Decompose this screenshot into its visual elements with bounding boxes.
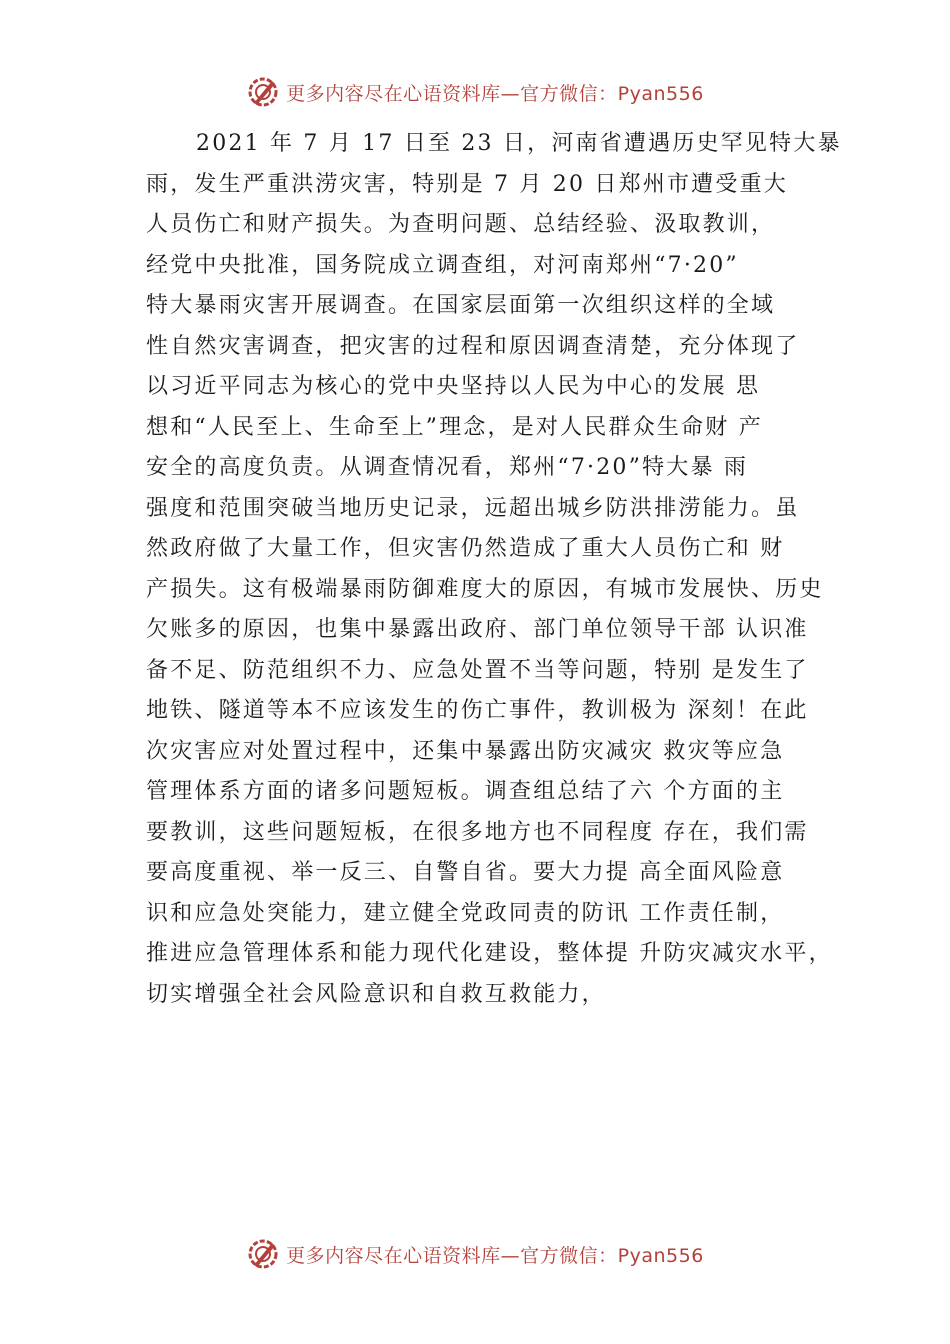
- text-line: 人员伤亡和财产损失。为查明问题、总结经验、汲取教训，: [146, 212, 776, 237]
- text-line: 要高度重视、举一反三、自警自省。要大力提 高全面风险意: [146, 860, 785, 885]
- text-line: 欠账多的原因，也集中暴露出政府、部门单位领导干部 认识准: [146, 617, 809, 642]
- text-line: 切实增强全社会风险意识和自救互救能力，: [146, 981, 606, 1007]
- text-line: 产损失。这有极端暴雨防御难度大的原因，有城市发展快、历史: [146, 576, 824, 602]
- text-line: 强度和范围突破当地历史记录，远超出城乡防洪排涝能力。虽: [146, 495, 800, 521]
- text-line: 以习近平同志为核心的党中央坚持以人民为中心的发展 思: [146, 374, 761, 399]
- text-line: 识和应急处突能力，建立健全党政同责的防讯 工作责任制，: [146, 900, 785, 926]
- header-banner: [0, 70, 950, 114]
- text-line: 然政府做了大量工作，但灾害仍然造成了重大人员伤亡和 财: [146, 536, 785, 561]
- text-line: 安全的高度负责。从调查情况看，郑州“7·20”特大暴 雨: [146, 455, 749, 480]
- text-line: 要教训，这些问题短板，在很多地方也不同程度 存在，我们需: [146, 819, 809, 845]
- text-line: 推进应急管理体系和能力现代化建设，整体提 升防灾减灾水平，: [146, 941, 833, 966]
- footer-text: 更多内容尽在心语资料库—官方微信：Pyan556: [286, 1244, 704, 1267]
- header-text: 更多内容尽在心语资料库—官方微信：Pyan556: [286, 82, 704, 105]
- text-line: 2021 年 7 月 17 日至 23 日，河南省遭遇历史罕见特大暴: [196, 131, 842, 156]
- gear-pen-logo-icon: [246, 1237, 280, 1271]
- text-line: 特大暴雨灾害开展调查。在国家层面第一次组织这样的全域: [146, 293, 776, 318]
- document-body: [146, 124, 842, 1015]
- text-line: 地铁、隧道等本不应该发生的伤亡事件，教训极为 深刻！在此: [146, 698, 809, 723]
- text-line: 想和“人民至上、生命至上”理念，是对人民群众生命财 产: [146, 414, 763, 440]
- text-line: 备不足、防范组织不力、应急处置不当等问题，特别 是发生了: [146, 657, 809, 683]
- text-line: 经党中央批准，国务院成立调查组，对河南郑州“7·20”: [146, 252, 739, 278]
- text-line: 次灾害应对处置过程中，还集中暴露出防灾减灾 救灾等应急: [146, 738, 785, 764]
- text-line: 雨，发生严重洪涝灾害，特别是 7 月 20 日郑州市遭受重大: [146, 171, 788, 197]
- footer-banner: [0, 1232, 950, 1276]
- gear-pen-logo-icon: [246, 75, 280, 109]
- text-line: 管理体系方面的诸多问题短板。调查组总结了六 个方面的主: [146, 779, 785, 804]
- text-line: 性自然灾害调查，把灾害的过程和原因调查清楚，充分体现了: [146, 333, 800, 359]
